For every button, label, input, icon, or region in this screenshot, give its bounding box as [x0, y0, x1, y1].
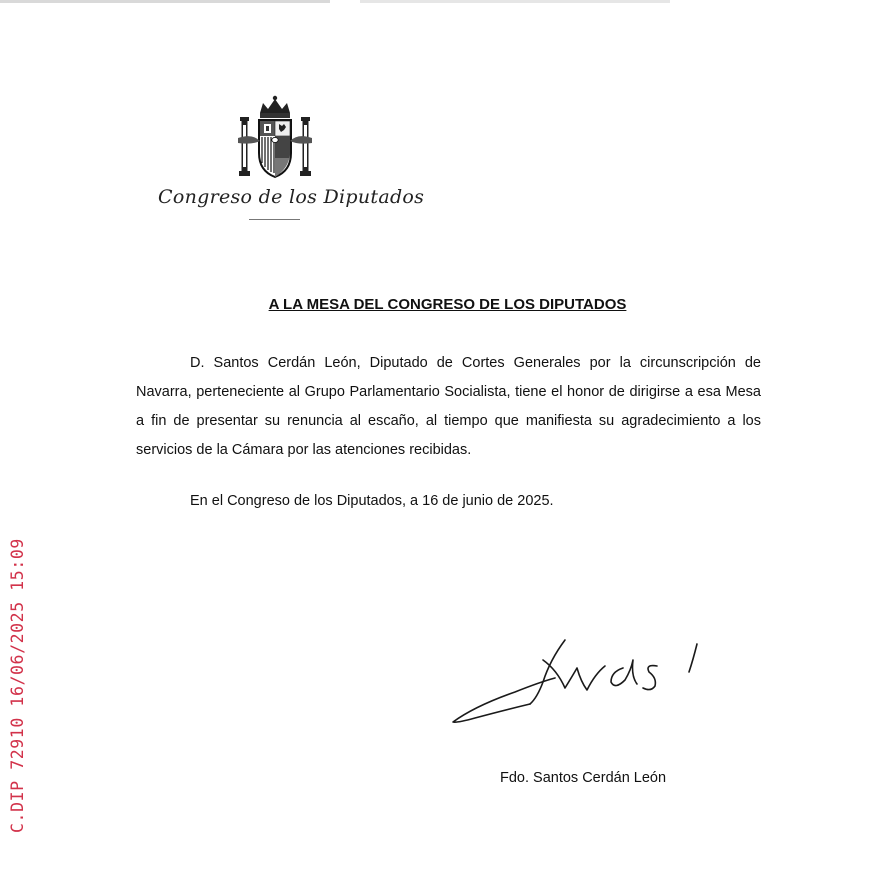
signatory-name: Fdo. Santos Cerdán León	[500, 770, 667, 786]
letter-heading: A LA MESA DEL CONGRESO DE LOS DIPUTADOS	[268, 296, 627, 313]
logo-divider	[249, 219, 300, 220]
letter-date-line: En el Congreso de los Diputados, a 16 de junio de 2025.	[190, 493, 554, 509]
scan-edge	[0, 0, 885, 3]
institution-logo-text: Congreso de los Diputados	[158, 186, 425, 208]
handwritten-signature	[445, 630, 710, 730]
letter-body: D. Santos Cerdán León, Diputado de Cortes Generales por la circunscripción de Navarra, perteneciente al Grupo Parlamentario Socialista, tiene el honor de dirigirse a esa Mesa a fin de presentar su renuncia al escaño, al tiempo que manifiesta su agradecimiento a los servicios de la Cámara por las atenciones recibidas.	[136, 355, 761, 458]
registry-stamp: C.DIP 72910 16/06/2025 15:09	[8, 538, 27, 833]
coat-of-arms-icon	[230, 93, 320, 185]
